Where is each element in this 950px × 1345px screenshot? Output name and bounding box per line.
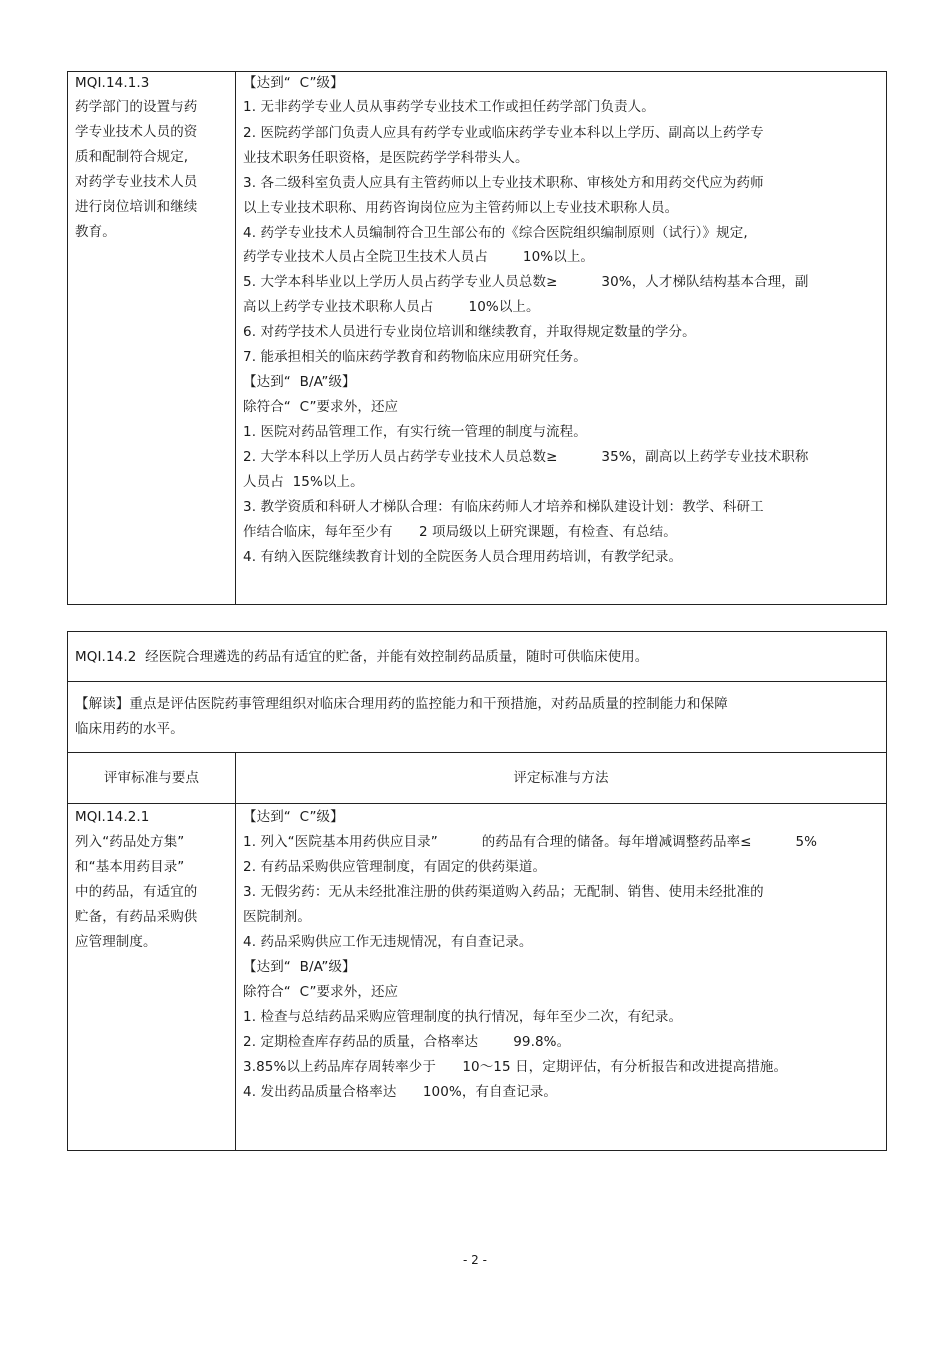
table-1-item-text: 教育。 — [75, 224, 116, 240]
table-1-criteria-line: 人员占 15%以上。 — [243, 474, 364, 490]
table-1-criteria-line: 4. 药学专业技术人员编制符合卫生部公布的《综合医院组织编制原则（试行）》规定, — [243, 225, 748, 241]
table-1-criteria-line: 以上专业技术职称、用药咨询岗位应为主管药师以上专业技术职称人员。 — [243, 200, 679, 216]
table-2-criteria-line: 1. 检查与总结药品采购应管理制度的执行情况，每年至少二次，有纪录。 — [243, 1009, 683, 1025]
table-1-criteria-line: 6. 对药学技术人员进行专业岗位培训和继续教育，并取得规定数量的学分。 — [243, 324, 696, 340]
table-1-item-text: 进行岗位培训和继续 — [75, 199, 198, 215]
table-2-criteria-line: 2. 有药品采购供应管理制度，有固定的供药渠道。 — [243, 859, 547, 875]
table-2-column-divider — [235, 752, 236, 1151]
table-1-column-divider — [235, 71, 236, 605]
table-1-criteria-line: 作结合临床，每年至少有 2 项局级以上研究课题，有检查、有总结。 — [243, 524, 677, 540]
interpretation-text: 【解读】重点是评估医院药事管理组织对临床合理用药的监控能力和干预措施，对药品质量的控制能力和保障 — [75, 696, 728, 712]
table-2-criteria-line: 2. 定期检查库存药品的质量，合格率达 99.8%。 — [243, 1034, 571, 1050]
table-2-criteria-line: 【达到“ B/A”级】 — [243, 959, 356, 975]
table-1-item-text: 药学部门的设置与药 — [75, 99, 198, 115]
table-1-criteria-line: 业技术职务任职资格，是医院药学学科带头人。 — [243, 150, 529, 166]
table-1-criteria-line: 1. 无非药学专业人员从事药学专业技术工作或担任药学部门负责人。 — [243, 99, 655, 115]
table-1-criteria-line: 【达到“ C”级】 — [243, 75, 344, 91]
table-2-criteria-line: 1. 列入“医院基本用药供应目录” 的药品有合理的储备。每年增减调整药品率≤ 5% — [243, 834, 818, 850]
table-1-criteria-line: 7. 能承担相关的临床药学教育和药物临床应用研究任务。 — [243, 349, 587, 365]
table-2-criteria-line: 医院制剂。 — [243, 909, 311, 925]
table-1-criteria-line: 2. 医院药学部门负责人应具有药学专业或临床药学专业本科以上学历、副高以上药学专 — [243, 125, 764, 141]
table-2-row-divider — [67, 681, 887, 682]
table-1-criteria-line: 除符合“ C”要求外，还应 — [243, 399, 399, 415]
table-2-item-code: MQI.14.2.1 — [75, 809, 150, 825]
table-1-criteria-line: 药学专业技术人员占全院卫生技术人员占 10%以上。 — [243, 249, 595, 265]
table-1-item-text: 学专业技术人员的资 — [75, 124, 198, 140]
table-1-criteria-line: 2. 大学本科以上学历人员占药学专业技术人员总数≥ 35%，副高以上药学专业技术职称 — [243, 449, 809, 465]
table-2-row-divider — [67, 752, 887, 753]
table-2-criteria-line: 3.85%以上药品库存周转率少于 10～15 日，定期评估，有分析报告和改进提高措施。 — [243, 1059, 788, 1075]
standard-title: MQI.14.2 经医院合理遴选的药品有适宜的贮备，并能有效控制药品质量，随时可供临床使用。 — [75, 649, 649, 665]
table-2-item-text: 贮备，有药品采购供 — [75, 909, 198, 925]
table-2-item-text: 应管理制度。 — [75, 934, 157, 950]
table-1-item-text: 质和配制符合规定, — [75, 149, 189, 165]
table-2-item-text: 中的药品，有适宜的 — [75, 884, 198, 900]
table-2-item-text: 和“基本用药目录” — [75, 859, 185, 875]
table-2-criteria-line: 4. 药品采购供应工作无违规情况，有自查记录。 — [243, 934, 533, 950]
table-1-criteria-line: 3. 教学资质和科研人才梯队合理：有临床药师人才培养和梯队建设计划：教学、科研工 — [243, 499, 764, 515]
column-header-standards: 评审标准与要点 — [103, 770, 200, 786]
table-1-criteria-line: 4. 有纳入医院继续教育计划的全院医务人员合理用药培训，有教学纪录。 — [243, 549, 683, 565]
table-1-item-code: MQI.14.1.3 — [75, 75, 150, 91]
table-2-criteria-line: 除符合“ C”要求外，还应 — [243, 984, 399, 1000]
page-number: - 2 - — [463, 1253, 487, 1267]
table-1-criteria-line: 3. 各二级科室负责人应具有主管药师以上专业技术职称、审核处方和用药交代应为药师 — [243, 175, 764, 191]
table-2-criteria-line: 【达到“ C”级】 — [243, 809, 344, 825]
table-1-criteria-line: 1. 医院对药品管理工作，有实行统一管理的制度与流程。 — [243, 424, 587, 440]
table-2-row-divider — [67, 803, 887, 804]
table-1-criteria-line: 高以上药学专业技术职称人员占 10%以上。 — [243, 299, 540, 315]
table-1-item-text: 对药学专业技术人员 — [75, 174, 198, 190]
table-2-item-text: 列入“药品处方集” — [75, 834, 185, 850]
table-2-criteria-line: 4. 发出药品质量合格率达 100%，有自查记录。 — [243, 1084, 558, 1100]
table-1-criteria-line: 【达到“ B/A”级】 — [243, 374, 356, 390]
column-header-methods: 评定标准与方法 — [513, 770, 609, 786]
interpretation-text: 临床用药的水平。 — [75, 721, 184, 737]
table-1-criteria-line: 5. 大学本科毕业以上学历人员占药学专业人员总数≥ 30%，人才梯队结构基本合理，副 — [243, 274, 809, 290]
table-2-criteria-line: 3. 无假劣药：无从未经批准注册的供药渠道购入药品；无配制、销售、使用未经批准的 — [243, 884, 764, 900]
